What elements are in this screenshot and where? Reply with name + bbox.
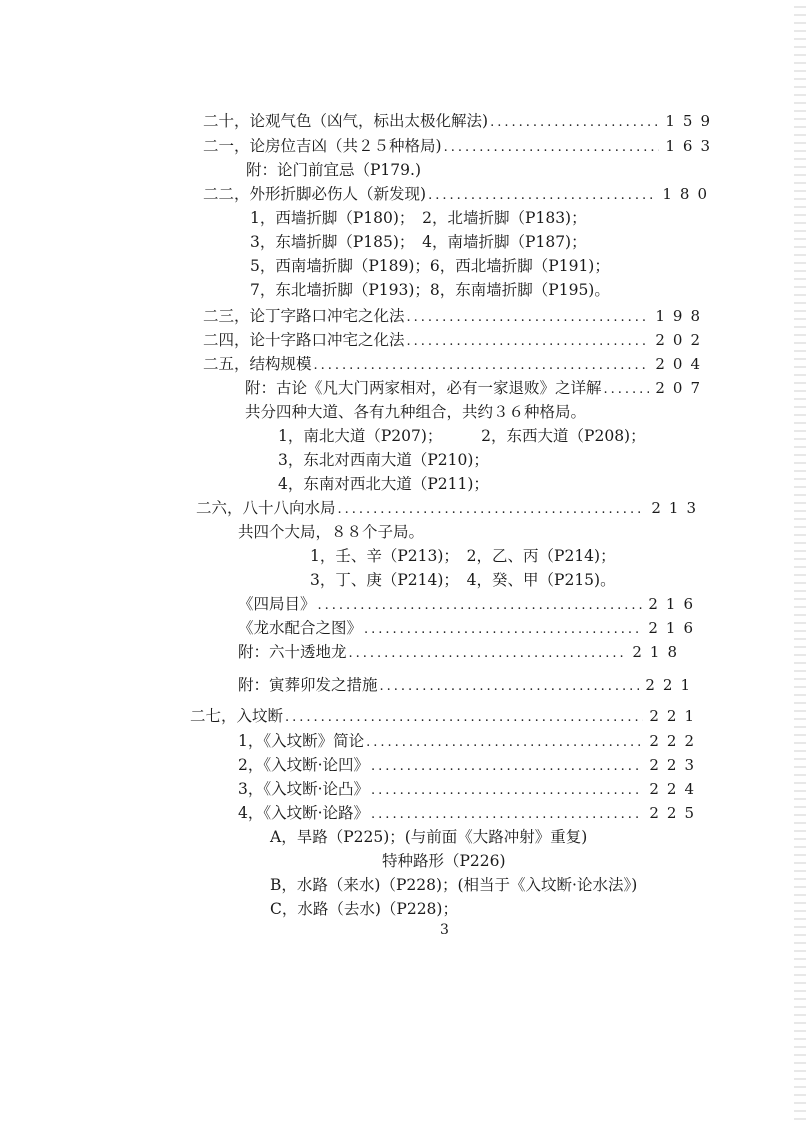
- dot-leader: [407, 307, 650, 329]
- toc-entry-page: 163: [665, 137, 718, 155]
- dot-leader: [428, 185, 656, 207]
- sub-entry-line: 7，东北墙折脚（P193)；8，东南墙折脚（P195)。: [250, 281, 610, 299]
- toc-entry-page: 204: [655, 355, 708, 373]
- toc-entry-title: 4，《入坟断·论路》: [238, 804, 370, 822]
- toc-entry-title: 二四，论十字路口冲宅之化法: [203, 331, 405, 349]
- toc-entry-page: 198: [655, 307, 708, 325]
- toc-entry-page: 221: [645, 676, 698, 694]
- toc-entry-title: 附：古论《凡大门两家相对，必有一家退败》之详解: [245, 379, 602, 397]
- sub-entry-line: C，水路（去水)（P228)；: [270, 900, 458, 918]
- dot-leader: [349, 643, 627, 665]
- toc-entry-title: 二三，论丁字路口冲宅之化法: [203, 307, 405, 325]
- toc-entry: [238, 802, 702, 826]
- toc-entry-title: 附：寅葬卯发之措施: [238, 676, 378, 694]
- toc-entry-page: 216: [648, 619, 701, 637]
- toc-entry-page: 218: [632, 643, 685, 661]
- dot-leader: [407, 331, 650, 353]
- toc-entry: [203, 353, 708, 377]
- toc-entry-page: 223: [649, 756, 702, 774]
- toc-entry-title: 二六，八十八向水局: [196, 499, 336, 517]
- toc-entry-title: 《四局目》: [238, 595, 316, 613]
- sub-entry-line: 1，南北大道（P207)； 2，东西大道（P208)；: [278, 427, 646, 445]
- toc-entry-page: 221: [649, 707, 702, 725]
- toc-entry-page: 225: [649, 804, 702, 822]
- toc-entry-page: 180: [662, 185, 715, 203]
- toc-entry: [203, 329, 708, 353]
- toc-entry-title: 《龙水配合之图》: [238, 619, 363, 637]
- toc-entry: [238, 593, 701, 617]
- sub-entry-line: 3，东墙折脚（P185)； 4，南墙折脚（P187)；: [250, 233, 587, 251]
- toc-entry-title: 二二，外形折脚必伤人（新发现): [203, 185, 427, 203]
- toc-entry: [196, 497, 704, 521]
- toc-entry: [238, 754, 702, 778]
- toc-entry: [203, 183, 715, 207]
- sub-entry-line: 共四个大局，８８个子局。: [238, 523, 425, 541]
- dot-leader: [338, 499, 646, 521]
- dot-leader: [490, 112, 659, 134]
- dot-leader: [371, 804, 643, 826]
- toc-entry-page: 202: [655, 331, 708, 349]
- toc-entry: [190, 705, 702, 729]
- toc-entry-title: 3，《入坟断·论凸》: [238, 780, 370, 798]
- toc-entry-title: 2，《入坟断·论凹》: [238, 756, 370, 774]
- toc-entry-title: 二五，结构规模: [203, 355, 312, 373]
- toc-entry-title: 1，《入坟断》简论: [238, 732, 365, 750]
- sub-entry-line: 5，西南墙折脚（P189)；6，西北墙折脚（P191)；: [250, 257, 610, 275]
- toc-entry-page: 224: [649, 780, 702, 798]
- toc-entry-page: 159: [665, 112, 718, 130]
- dot-leader: [371, 780, 643, 802]
- toc-entry-page: 222: [649, 732, 702, 750]
- toc-entry-page: 207: [655, 379, 708, 397]
- toc-entry-page: 213: [651, 499, 704, 517]
- toc-entry: [203, 305, 708, 329]
- sub-entry-line: 特种路形（P226): [382, 852, 506, 870]
- sub-entry-line: 共分四种大道、各有九种组合，共约３６种格局。: [245, 403, 587, 421]
- toc-entry-title: 二七，入坟断: [190, 707, 284, 725]
- dot-leader: [604, 379, 650, 401]
- dot-leader: [318, 595, 643, 617]
- dot-leader: [444, 137, 660, 159]
- toc-entry: [203, 110, 718, 134]
- dot-leader: [366, 732, 643, 754]
- dot-leader: [285, 707, 643, 729]
- toc-entry: [203, 135, 718, 159]
- page-number: 3: [440, 922, 449, 938]
- toc-entry: [245, 377, 708, 401]
- dot-leader: [314, 355, 650, 377]
- sub-entry-line: 4，东南对西北大道（P211)；: [278, 475, 489, 493]
- toc-entry: [238, 730, 702, 754]
- toc-entry-page: 216: [648, 595, 701, 613]
- toc-entry-title: 二一，论房位吉凶（共２５种格局): [203, 137, 442, 155]
- toc-entry: [238, 641, 685, 665]
- scan-edge: [794, 0, 806, 1122]
- dot-leader: [380, 676, 640, 698]
- dot-leader: [371, 756, 643, 778]
- sub-entry-line: 1，西墙折脚（P180)； 2，北墙折脚（P183)；: [250, 209, 587, 227]
- toc-entry-title: 附：六十透地龙: [238, 643, 347, 661]
- sub-entry-line: 1，壬、辛（P213)； 2，乙、丙（P214)；: [310, 547, 616, 565]
- sub-entry-line: 3，丁、庚（P214)； 4，癸、甲（P215)。: [310, 571, 616, 589]
- sub-entry-line: 附：论门前宜忌（P179.): [246, 161, 421, 179]
- sub-entry-line: B，水路（来水)（P228)；(相当于《入坟断·论水法》): [270, 876, 638, 894]
- sub-entry-line: A，旱路（P225)；(与前面《大路冲射》重复): [270, 828, 588, 846]
- toc-entry: [238, 674, 698, 698]
- toc-entry-title: 二十，论观气色（凶气，标出太极化解法): [203, 112, 489, 130]
- toc-entry: [238, 617, 701, 641]
- toc-entry: [238, 778, 702, 802]
- dot-leader: [364, 619, 642, 641]
- sub-entry-line: 3，东北对西南大道（P210)；: [278, 451, 489, 469]
